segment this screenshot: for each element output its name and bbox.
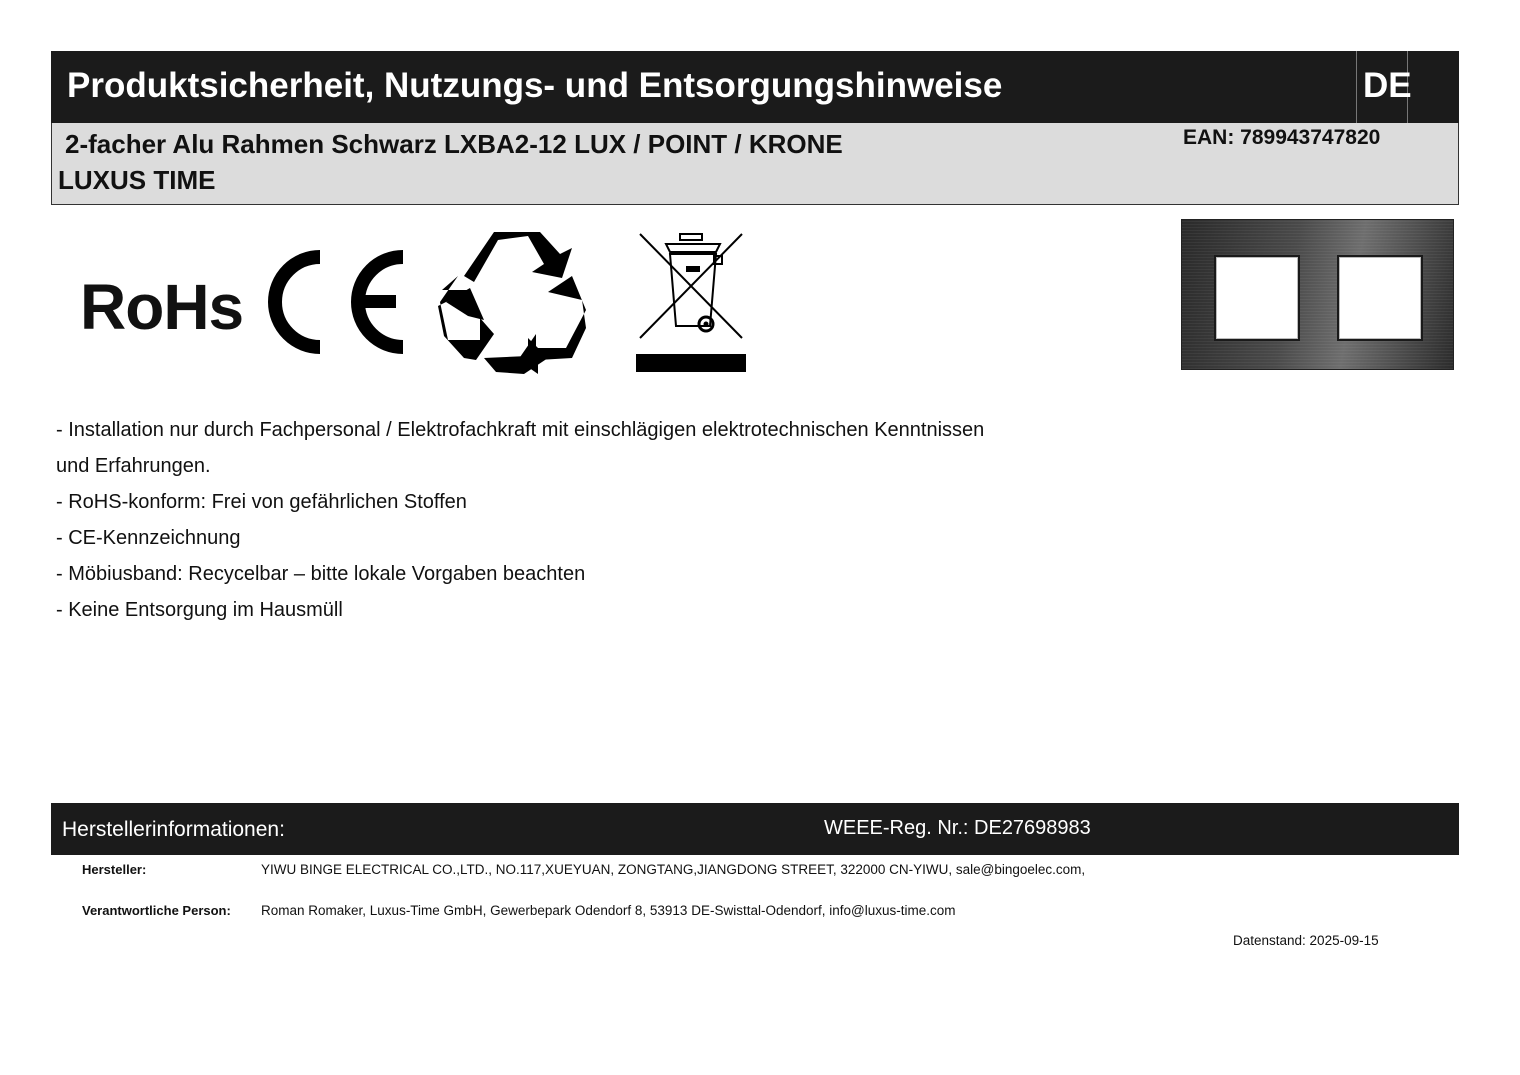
manufacturer-section-title: Herstellerinformationen: — [62, 818, 285, 841]
frame-slot-right — [1337, 255, 1423, 341]
language-code: DE — [1363, 66, 1412, 105]
ce-mark-icon — [258, 250, 408, 354]
note-line: - Installation nur durch Fachpersonal / Elektrofachkraft mit einschlägigen elektrotechnischen Kenntnissen — [56, 419, 985, 441]
language-box — [1356, 51, 1412, 123]
rohs-logo: RoHs — [80, 271, 244, 343]
note-line: - Keine Entsorgung im Hausmüll — [56, 599, 343, 621]
manufacturer-label: Hersteller: — [82, 862, 147, 877]
brand-name: LUXUS TIME — [58, 165, 216, 195]
data-date: Datenstand: 2025-09-15 — [1233, 933, 1379, 948]
weee-registration: WEEE-Reg. Nr.: DE27698983 — [824, 817, 1091, 839]
document-header — [51, 51, 1459, 123]
document-title: Produktsicherheit, Nutzungs- und Entsorgungshinweise — [67, 66, 1003, 105]
manufacturer-header — [51, 803, 1459, 855]
note-line: - CE-Kennzeichnung — [56, 527, 241, 549]
product-photo — [1181, 219, 1454, 370]
responsible-person-value: Roman Romaker, Luxus-Time GmbH, Gewerbepark Odendorf 8, 53913 DE-Swisttal-Odendorf, info@luxus-time.com — [261, 903, 956, 918]
weee-crossed-bin-icon — [636, 230, 748, 374]
note-line: - Möbiusband: Recycelbar – bitte lokale Vorgaben beachten — [56, 563, 586, 585]
note-line: und Erfahrungen. — [56, 455, 211, 477]
product-name: 2-facher Alu Rahmen Schwarz LXBA2-12 LUX / POINT / KRONE — [65, 129, 843, 159]
responsible-person-label: Verantwortliche Person: — [82, 903, 231, 918]
product-header — [51, 123, 1459, 205]
note-line: - RoHS-konform: Frei von gefährlichen Stoffen — [56, 491, 467, 513]
frame-slot-left — [1214, 255, 1300, 341]
recycling-icon — [436, 230, 588, 374]
ean-code: EAN: 789943747820 — [1183, 126, 1381, 149]
safety-notes — [56, 412, 984, 628]
manufacturer-value: YIWU BINGE ELECTRICAL CO.,LTD., NO.117,XUEYUAN, ZONGTANG,JIANGDONG STREET, 322000 CN-YIWU, sale@bingoelec.com, — [261, 862, 1086, 877]
